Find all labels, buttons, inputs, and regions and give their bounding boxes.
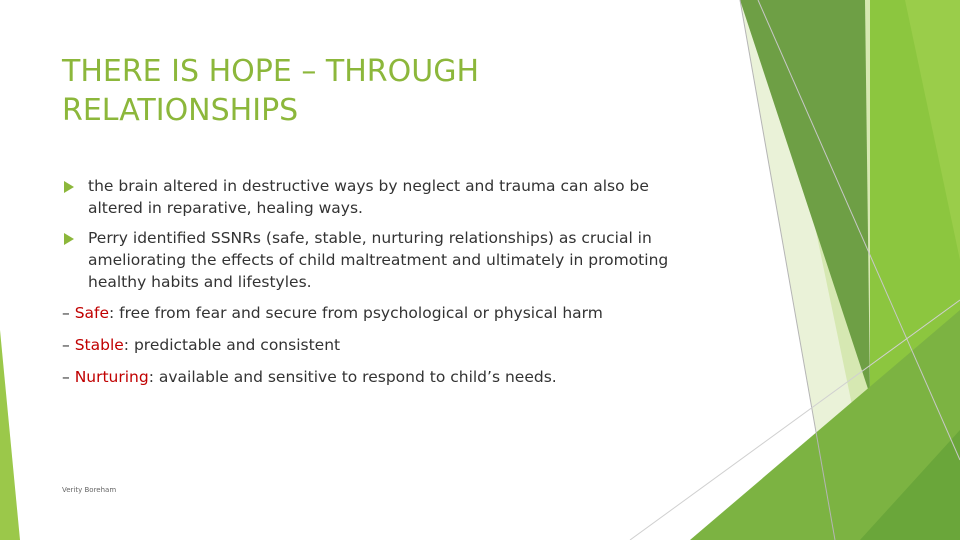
dash: – <box>62 304 70 322</box>
bullet-line: Perry identified SSNRs (safe, stable, nurturing relationships) as crucial in <box>88 229 652 247</box>
keyword-stable: Stable <box>74 336 124 354</box>
arrow-bullet-icon <box>64 181 74 193</box>
sub-item-description: : available and sensitive to respond to child’s needs. <box>148 368 557 386</box>
title-line-1: THERE IS HOPE – THROUGH <box>62 54 479 89</box>
keyword-safe: Safe <box>74 304 110 322</box>
sub-item-safe <box>62 302 603 324</box>
bullet-line: healthy habits and lifestyles. <box>88 273 312 291</box>
bullet-text <box>88 175 708 219</box>
title-line-2: RELATIONSHIPS <box>62 93 299 128</box>
sub-item-nurturing <box>62 366 557 388</box>
sub-item-stable <box>62 334 340 356</box>
bullet-line: altered in reparative, healing ways. <box>88 199 363 217</box>
slide-title <box>62 52 622 130</box>
sub-item-description: : free from fear and secure from psychological or physical harm <box>109 304 603 322</box>
arrow-bullet-icon <box>64 233 74 245</box>
keyword-nurturing: Nurturing <box>74 368 149 386</box>
bullet-line: ameliorating the effects of child maltreatment and ultimately in promoting <box>88 251 669 269</box>
sub-item-description: : predictable and consistent <box>123 336 341 354</box>
dash: – <box>62 368 70 386</box>
dash: – <box>62 336 70 354</box>
bullet-text <box>88 227 708 293</box>
footer-author: Verity Boreham <box>62 486 117 494</box>
bullet-line: the brain altered in destructive ways by neglect and trauma can also be <box>88 177 649 195</box>
